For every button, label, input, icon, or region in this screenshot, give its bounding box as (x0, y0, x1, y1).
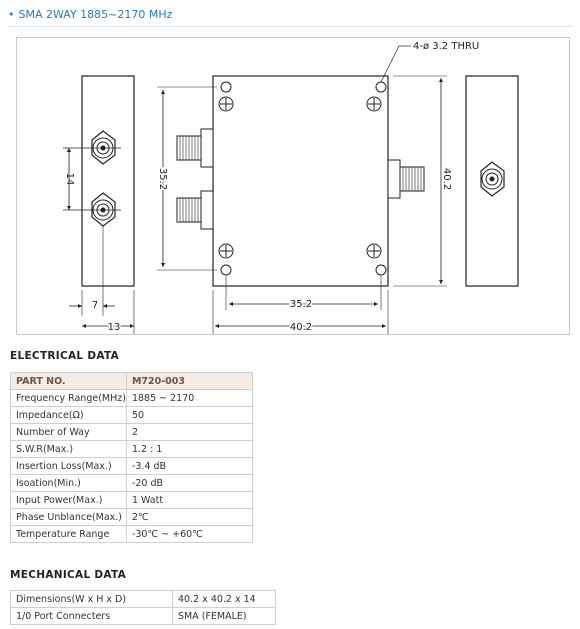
row-label: Isoation(Min.) (11, 475, 127, 492)
dim-side-width: 13 (107, 322, 121, 333)
row-value: -3.4 dB (126, 458, 252, 475)
row-label: Phase Unblance(Max.) (11, 509, 127, 526)
table-row (11, 441, 253, 458)
dim-body-height: 40.2 (441, 167, 452, 191)
front-view (157, 41, 479, 334)
side-view-left (63, 76, 134, 334)
row-value: 40.2 x 40.2 x 14 (173, 591, 276, 608)
dim-port-offset: 7 (91, 300, 99, 311)
dim-hole-pitch-v: 35.2 (157, 167, 168, 191)
screw-icon (219, 244, 233, 258)
row-label: S.W.R(Max.) (11, 441, 127, 458)
table-row (11, 591, 276, 608)
electrical-title: ELECTRICAL DATA (10, 350, 120, 362)
row-value: -20 dB (126, 475, 252, 492)
sma-connector-icon (388, 160, 424, 198)
table-row (11, 475, 253, 492)
mechanical-drawing (16, 37, 570, 335)
electrical-table (10, 372, 253, 543)
table-row (11, 407, 253, 424)
screw-icon (367, 97, 381, 111)
row-value: 1.2 : 1 (126, 441, 252, 458)
dim-hole-pitch-h: 35.2 (289, 299, 313, 310)
row-label: Number of Way (11, 424, 127, 441)
row-label: Dimensions(W x H x D) (11, 591, 173, 608)
side-view-right (466, 76, 518, 286)
sma-connector-icon (177, 191, 213, 229)
row-value: -30℃ ~ +60℃ (126, 526, 252, 543)
row-value: 2 (126, 424, 252, 441)
table-row (11, 492, 253, 509)
mechanical-title: MECHANICAL DATA (10, 569, 127, 581)
dim-port-spacing: 14 (64, 172, 75, 186)
row-value: 50 (126, 407, 252, 424)
row-label: Input Power(Max.) (11, 492, 127, 509)
screw-icon (367, 244, 381, 258)
mechanical-table (10, 590, 276, 625)
screw-icon (219, 97, 233, 111)
row-value: 1 Watt (126, 492, 252, 509)
sma-connector-icon (177, 129, 213, 167)
table-row (11, 458, 253, 475)
row-value: SMA (FEMALE) (173, 608, 276, 625)
row-value: 1885 ~ 2170 (126, 390, 252, 407)
page-title (8, 8, 172, 21)
row-label: 1/0 Port Connecters (11, 608, 173, 625)
drawing-svg (17, 38, 569, 334)
title-divider (8, 26, 572, 27)
table-row (11, 390, 253, 407)
hole-note: 4-ø 3.2 THRU (413, 41, 480, 52)
row-label: Frequency Range(MHz) (11, 390, 127, 407)
page-title-text: SMA 2WAY 1885~2170 MHz (18, 8, 173, 21)
table-row (11, 509, 253, 526)
row-label: Insertion Loss(Max.) (11, 458, 127, 475)
dim-body-width: 40.2 (289, 322, 313, 333)
row-value: 2℃ (126, 509, 252, 526)
table-header-row (11, 373, 253, 390)
bullet-icon: • (8, 8, 15, 21)
table-row (11, 526, 253, 543)
row-label: Temperature Range (11, 526, 127, 543)
part-no-label: PART NO. (11, 373, 127, 390)
part-no-value: M720-003 (126, 373, 252, 390)
row-label: Impedance(Ω) (11, 407, 127, 424)
table-row (11, 608, 276, 625)
table-row (11, 424, 253, 441)
